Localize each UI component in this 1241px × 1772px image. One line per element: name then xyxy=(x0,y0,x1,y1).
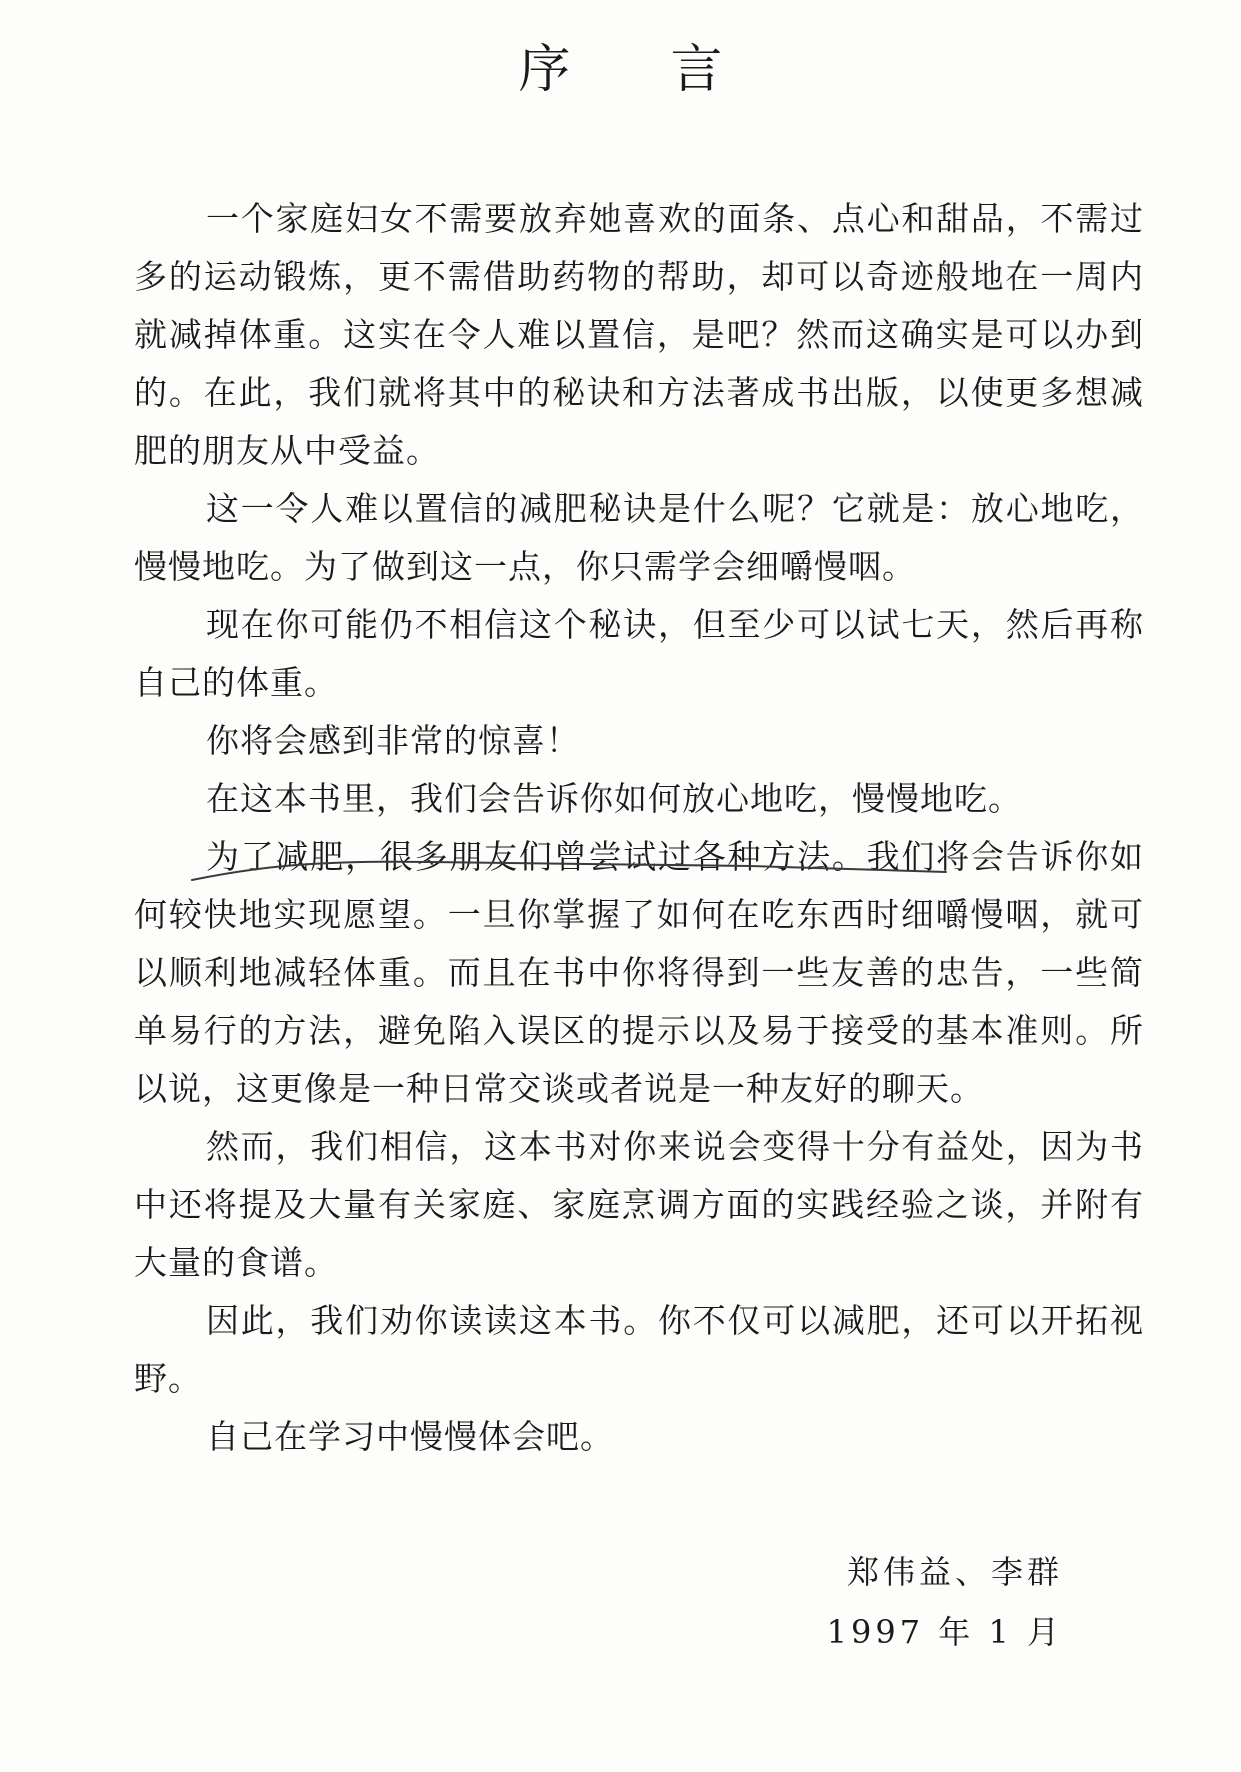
paragraph: 然而，我们相信，这本书对你来说会变得十分有益处，因为书中还将提及大量有关家庭、家庭烹调方面的实践经验之谈，并附有大量的食谱。 xyxy=(134,1127,1144,1282)
paragraph: 自己在学习中慢慢体会吧。 xyxy=(206,1417,614,1456)
paragraph: 一个家庭妇女不需要放弃她喜欢的面条、点心和甜品，不需过多的运动锻炼，更不需借助药物的帮助，却可以奇迹般地在一周内就减掉体重。这实在令人难以置信，是吧？然而这确实是可以办到的。在此，我们就将其中的秘诀和方法著成书出版，以使更多想减肥的朋友从中受益。 xyxy=(134,199,1144,470)
signature-block xyxy=(827,1542,1063,1662)
paragraph: 你将会感到非常的惊喜！ xyxy=(206,721,580,760)
paragraph: 现在你可能仍不相信这个秘诀，但至少可以试七天，然后再称自己的体重。 xyxy=(134,605,1144,702)
paragraph: 在这本书里，我们会告诉你如何放心地吃，慢慢地吃。 xyxy=(206,779,1022,818)
date: 1997 年 1 月 xyxy=(826,1613,1063,1651)
paragraph: 因此，我们劝你读读这本书。你不仅可以减肥，还可以开拓视野。 xyxy=(134,1301,1144,1398)
paragraph: 这一令人难以置信的减肥秘诀是什么呢？它就是：放心地吃，慢慢地吃。为了做到这一点，你只需学会细嚼慢咽。 xyxy=(134,489,1144,586)
paragraph: 为了减肥，很多朋友们曾尝试过各种方法。我们将会告诉你如何较快地实现愿望。一旦你掌握了如何在吃东西时细嚼慢咽，就可以顺利地减轻体重。而且在书中你将得到一些友善的忠告，一些简单易行的方法，避免陷入误区的提示以及易于接受的基本准则。所以说，这更像是一种日常交谈或者说是一种友好的聊天。 xyxy=(134,837,1144,1108)
page-title: 序言 xyxy=(518,40,823,100)
authors: 郑伟益、李群 xyxy=(846,1553,1063,1591)
preface-body xyxy=(134,190,1144,1466)
